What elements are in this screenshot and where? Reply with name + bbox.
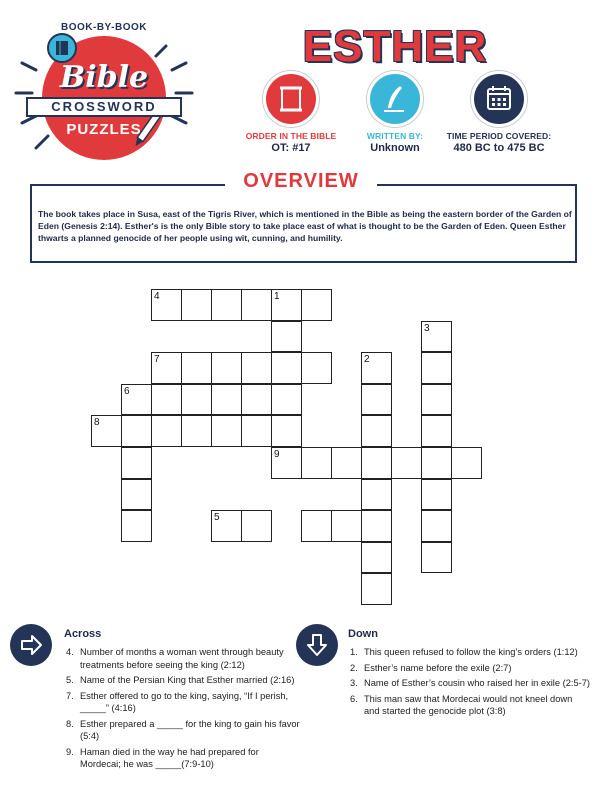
down-heading: Down [348, 628, 378, 640]
clue-number: 6 [124, 385, 130, 397]
clue-down-2: 2. Esther’s name before the exile (2:7) [350, 662, 512, 673]
crossword-cell[interactable] [151, 384, 182, 416]
crossword-cell[interactable] [361, 573, 392, 605]
crossword-cell[interactable] [181, 384, 212, 416]
info-author-value: Unknown [370, 142, 420, 154]
crossword-cell[interactable] [121, 384, 152, 416]
crossword-cell[interactable] [421, 321, 452, 353]
crossword-cell[interactable] [451, 447, 482, 479]
clue-across-5: 5. Name of the Persian King that Esther married (2:16) [66, 675, 295, 685]
crossword-cell[interactable] [121, 415, 152, 447]
crossword-cell[interactable] [361, 352, 392, 384]
crossword-cell[interactable] [331, 447, 362, 479]
clue-across-9: 9. Haman died in the way he had prepared for Mordecai; he was _____(7:9-10) [66, 746, 259, 769]
info-period [444, 74, 554, 154]
clue-number: 3 [424, 322, 430, 334]
crossword-cell[interactable] [151, 289, 182, 321]
crossword-cell[interactable] [301, 289, 332, 321]
crossword-cell[interactable] [301, 447, 332, 479]
crossword-cell[interactable] [421, 415, 452, 447]
logo-top-text: BOOK-BY-BOOK [61, 22, 147, 33]
clue-across-7: 7. Esther offered to go to the king, saying, “If I perish, _____” (4:16) [66, 690, 289, 713]
info-order-value: OT: #17 [271, 142, 311, 154]
across-heading: Across [64, 628, 102, 640]
crossword-cell[interactable] [241, 415, 272, 447]
quill-icon [370, 74, 420, 124]
crossword-cell[interactable] [151, 415, 182, 447]
crossword-cell[interactable] [121, 510, 152, 542]
scroll-icon [266, 74, 316, 124]
clue-number: 4 [154, 291, 160, 302]
logo-bible-word: Bible [59, 60, 149, 95]
clue-number: 5 [214, 512, 220, 524]
crossword-cell[interactable] [361, 510, 392, 542]
down-clue-list [350, 646, 590, 721]
bible-crossword-logo [14, 8, 194, 178]
crossword-cell[interactable] [271, 415, 302, 447]
info-order-label: ORDER IN THE BIBLE [245, 131, 337, 141]
crossword-cell[interactable] [361, 384, 392, 416]
crossword-cell[interactable] [211, 415, 242, 447]
crossword-cell[interactable] [121, 447, 152, 479]
crossword-cell[interactable] [361, 542, 392, 574]
calendar-icon [474, 74, 524, 124]
crossword-cell[interactable] [421, 479, 452, 511]
crossword-cell[interactable] [241, 510, 272, 542]
crossword-cell[interactable] [241, 289, 272, 321]
clue-across-4: 4. Number of months a woman went through beauty treatments before seeing the king (2:12) [66, 647, 284, 670]
clue-number: 2 [364, 354, 370, 366]
crossword-cell[interactable] [361, 415, 392, 447]
crossword-cell[interactable] [91, 415, 122, 447]
clue-down-1: 1. This queen refused to follow the king’s orders (1:12) [350, 647, 578, 657]
crossword-cell[interactable] [241, 384, 272, 416]
crossword-cell[interactable] [211, 352, 242, 384]
crossword-cell[interactable] [361, 479, 392, 511]
clue-down-3: 3. Name of Esther’s cousin who raised her in exile (2:5-7) [350, 678, 590, 688]
info-period-label: TIME PERIOD COVERED: [446, 131, 552, 141]
clue-number: 8 [94, 417, 100, 429]
info-author-label: WRITTEN BY: [366, 131, 424, 141]
across-arrow-icon [10, 624, 52, 666]
crossword-cell[interactable] [211, 510, 242, 542]
info-period-value: 480 BC to 475 BC [453, 142, 545, 154]
overview-text: The book takes place in Susa, east of the Tigris River, which is mentioned in the Bible as being the eastern border of the Garden of Eden (Genesis 2:14). Esther's is the only Bible story to take place east of what is thought to be the Garden of Eden. Queen Esther thwarts a planned genocide of her people using wit, cunning, and humility. [38, 209, 572, 243]
crossword-cell[interactable] [271, 384, 302, 416]
crossword-cell[interactable] [241, 352, 272, 384]
crossword-cell[interactable] [391, 447, 422, 479]
crossword-cell[interactable] [421, 542, 452, 574]
crossword-cell[interactable] [211, 289, 242, 321]
logo-puzzles-word: PUZZLES [66, 121, 142, 138]
book-title: ESTHER [302, 22, 488, 71]
crossword-cell[interactable] [271, 352, 302, 384]
crossword-cell[interactable] [301, 352, 332, 384]
crossword-cell[interactable] [301, 510, 332, 542]
crossword-cell[interactable] [271, 289, 302, 321]
down-arrow-icon [296, 624, 338, 666]
crossword-cell[interactable] [121, 479, 152, 511]
logo-crossword-band: CROSSWORD [26, 97, 182, 117]
crossword-cell[interactable] [421, 352, 452, 384]
crossword-cell[interactable] [271, 321, 302, 353]
crossword-cell[interactable] [151, 352, 182, 384]
crossword-cell[interactable] [211, 384, 242, 416]
crossword-cell[interactable] [331, 510, 362, 542]
crossword-cell[interactable] [361, 447, 392, 479]
overview-heading: OVERVIEW [225, 170, 377, 193]
across-clue-list [66, 646, 302, 774]
crossword-cell[interactable] [271, 447, 302, 479]
crossword-cell[interactable] [421, 384, 452, 416]
crossword-cell[interactable] [181, 289, 212, 321]
clue-number: 7 [154, 354, 160, 366]
info-order [236, 74, 346, 154]
clue-down-6: 6. This man saw that Mordecai would not kneel down and started the genocide plot (3:8) [350, 693, 573, 716]
crossword-cell[interactable] [421, 447, 452, 479]
clue-number: 9 [274, 449, 280, 460]
crossword-cell[interactable] [181, 415, 212, 447]
clue-number: 1 [274, 291, 280, 302]
crossword-cell[interactable] [421, 510, 452, 542]
crossword-cell[interactable] [181, 352, 212, 384]
info-author [340, 74, 450, 154]
clue-across-8: 8. Esther prepared a _____ for the king to gain his favor (5:4) [66, 718, 300, 741]
